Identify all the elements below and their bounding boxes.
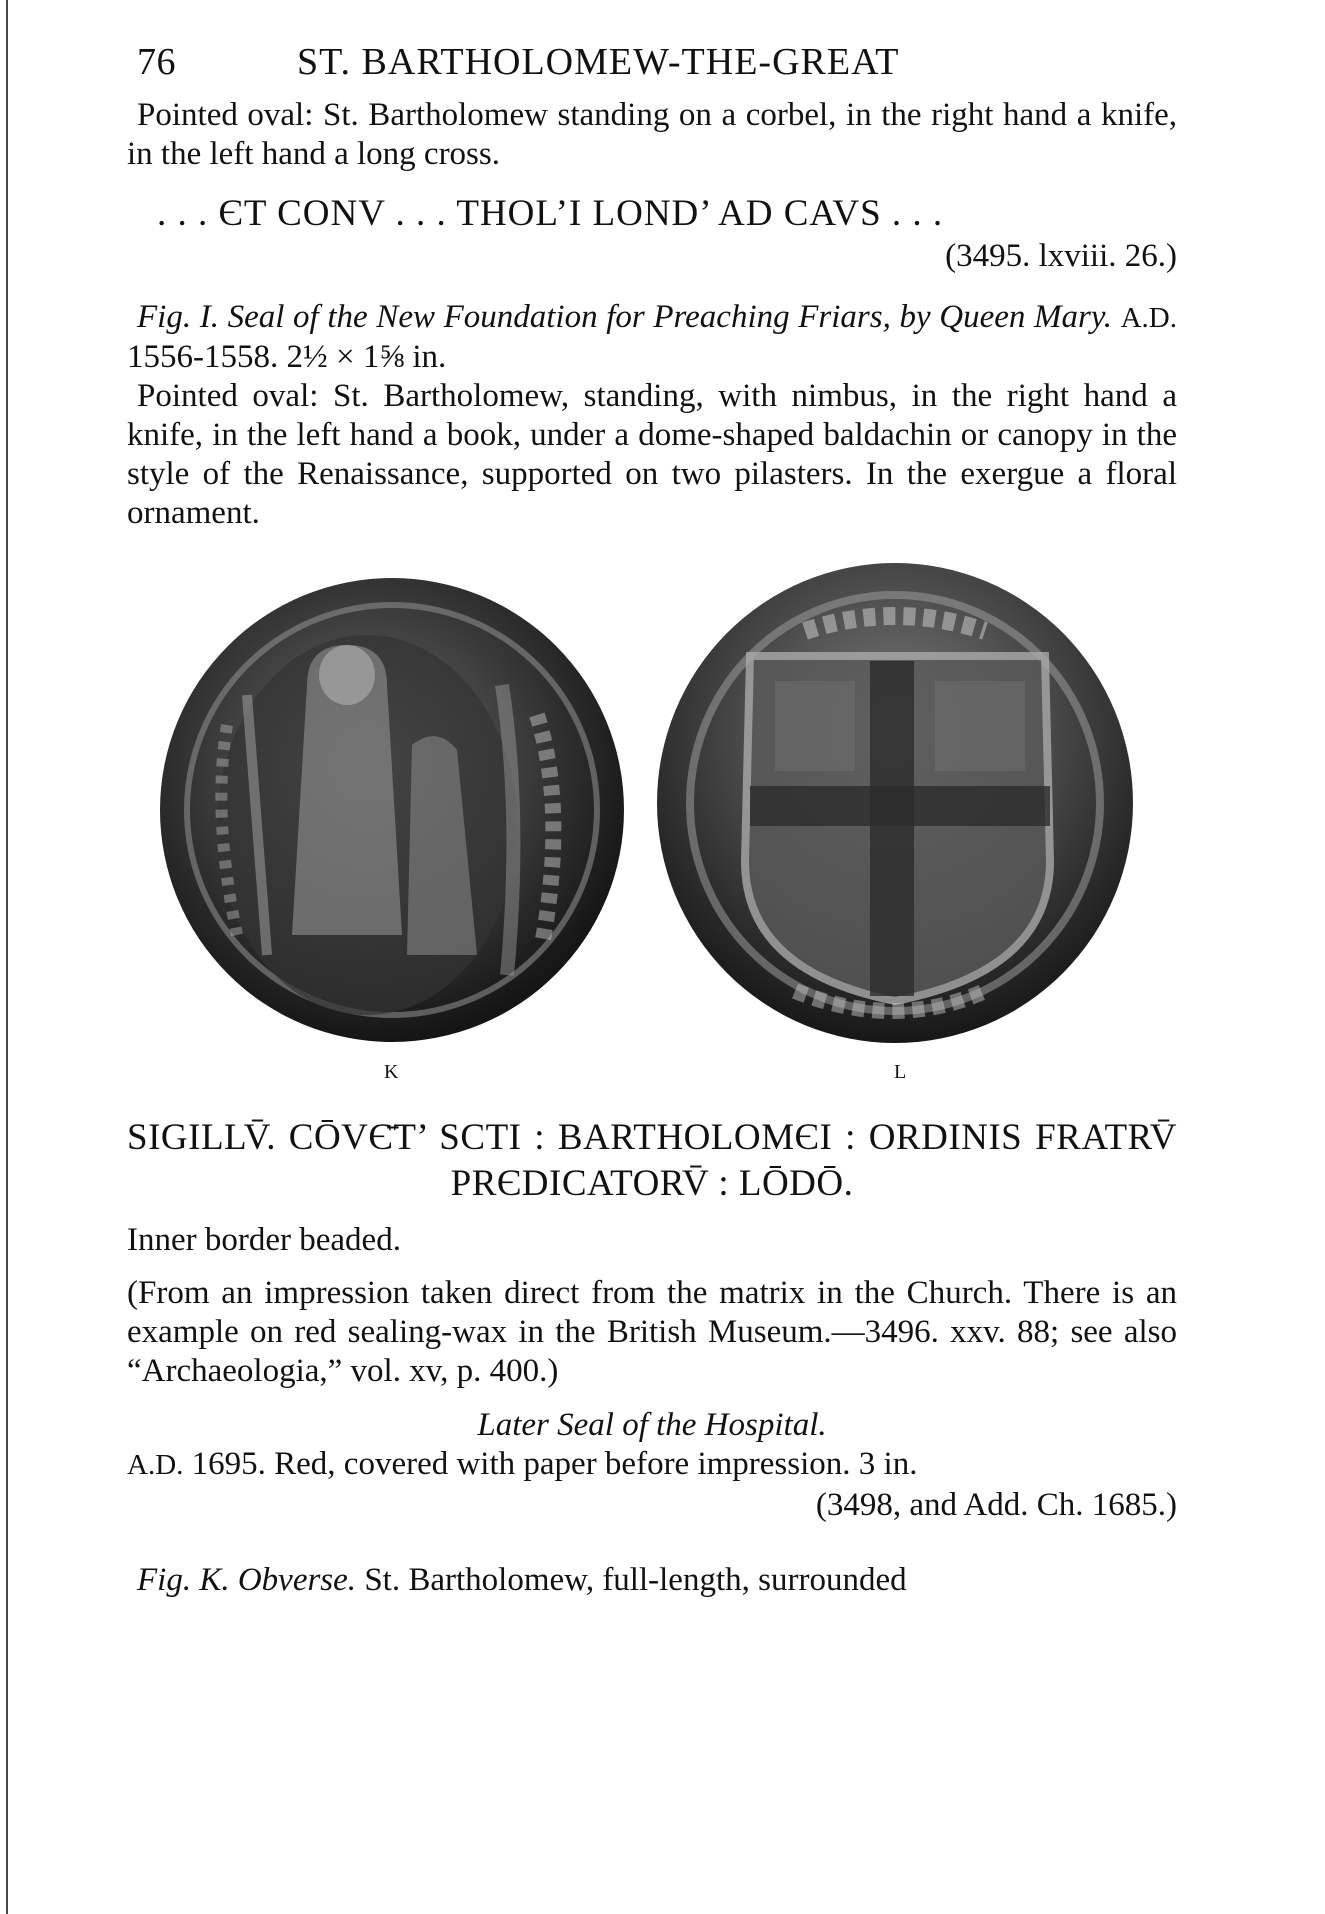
fig-i-label: Fig. I. <box>137 299 219 335</box>
fig-i-caption <box>127 298 1177 377</box>
paragraph-pointed-oval-2: Pointed oval: St. Bartholomew, standing, with nimbus, in the right hand a knife, in the left hand a book, under a dome-shaped baldachin or canopy in the style of the Renaissance, supported on two pilasters. In the exergue a floral ornament. <box>127 378 1177 531</box>
fig-k-text: St. Bartholomew, full-length, surrounded <box>364 1562 907 1598</box>
fig-k-obverse: Obverse. <box>237 1562 357 1598</box>
fig-k-caption <box>127 1561 1177 1600</box>
fig-i-title: Seal of the New Foundation for Preaching Friars, by Queen Mary. <box>227 299 1112 335</box>
running-title: ST. BARTHOLOMEW-THE-GREAT <box>297 41 900 83</box>
page-number: 76 <box>137 41 176 83</box>
inner-border-note: Inner border beaded. <box>127 1222 401 1258</box>
seal-figure <box>127 553 1177 1093</box>
impression-note: (From an impression taken direct from the matrix in the Church. There is an example on red sealing-wax in the British Museum.—3496. xxv. 88; see also “Archaeologia,” vol. xv, p. 400.) <box>127 1275 1177 1389</box>
figure-label-k: K <box>384 1061 399 1083</box>
sigillum-inscription: SIGILLV̄. CŌVЄ̄T’ SCTI : BARTHOLOMЄI : ORDINIS FRATRV̄ PRЄDICATORV̄ : LŌDŌ. <box>127 1117 1177 1204</box>
page <box>127 40 1177 1600</box>
running-header <box>127 40 1177 96</box>
fig-k-label: Fig. K. <box>137 1562 230 1598</box>
paragraph-pointed-oval-1: Pointed oval: St. Bartholomew standing on a corbel, in the right hand a knife, in the left hand a long cross. <box>127 97 1177 172</box>
later-seal-ad: A.D. <box>127 1449 184 1481</box>
seal-k-obverse-image <box>157 575 627 1045</box>
figure-label-l: L <box>894 1061 907 1083</box>
seal-inscription-1: . . . ЄT CONV . . . THOL’I LOND’ AD CAVS . . . <box>157 193 944 234</box>
later-seal-text: 1695. Red, covered with paper before impression. 3 in. <box>191 1446 918 1482</box>
later-seal-line <box>127 1445 1177 1485</box>
later-seal-heading: Later Seal of the Hospital. <box>477 1407 827 1443</box>
reference-2: (3498, and Add. Ch. 1685.) <box>815 1487 1177 1523</box>
seal-l-reverse-image <box>655 561 1135 1045</box>
fig-i-ad: A.D. <box>1120 302 1177 334</box>
page-edge-line <box>6 0 8 1914</box>
reference-1: (3495. lxviii. 26.) <box>945 238 1177 274</box>
fig-i-date-dims: 1556-1558. 2½ × 1⅝ in. <box>127 339 447 375</box>
